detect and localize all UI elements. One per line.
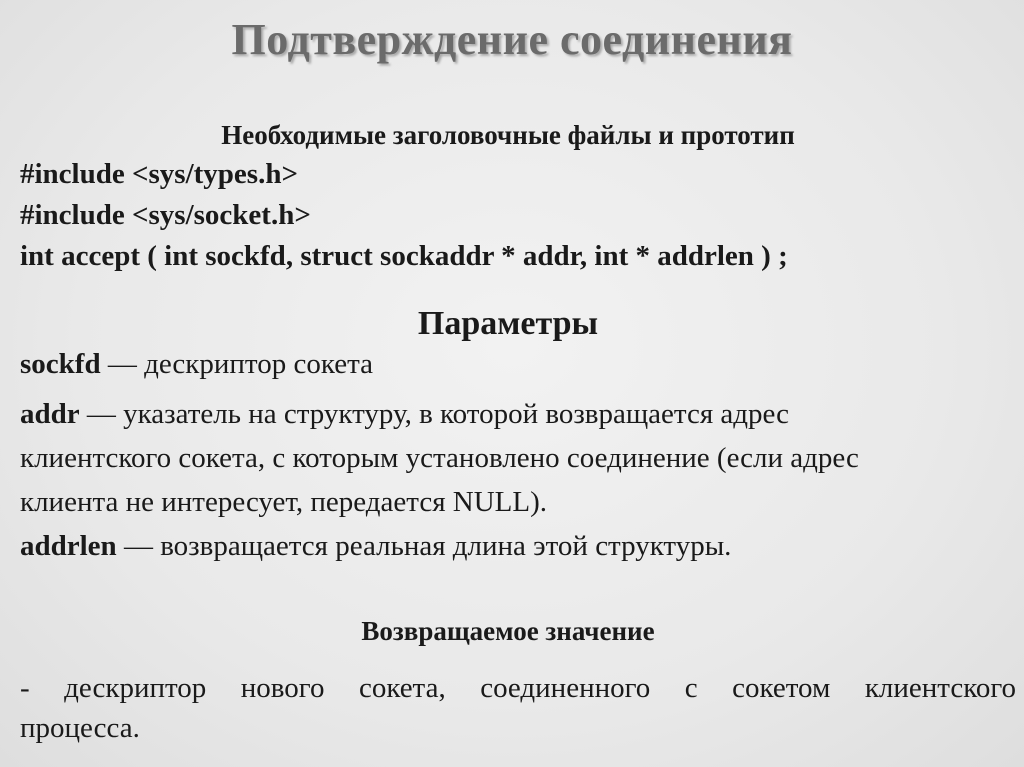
code-line-include-types: #include <sys/types.h> xyxy=(20,158,298,190)
param-addr xyxy=(20,392,940,524)
headers-heading: Необходимые заголовочные файлы и прототип xyxy=(221,120,795,150)
param-addrlen xyxy=(20,524,940,568)
return-line-1: - дескриптор нового сокета, соединенного с сокетом клиентского xyxy=(20,672,1016,704)
param-desc: — указатель на структуру, в которой возвращается адрес клиентского сокета, с которым установлено соединение (если адрес клиента не интересует, передается NULL). xyxy=(20,398,859,518)
param-term: sockfd xyxy=(20,348,101,380)
slide-title: Подтверждение соединения xyxy=(231,15,793,64)
param-term: addrlen xyxy=(20,530,117,562)
param-desc: — дескриптор сокета xyxy=(100,348,373,380)
param-sockfd xyxy=(20,342,940,386)
code-line-accept-prototype: int accept ( int sockfd, struct sockaddr * addr, int * addrlen ) ; xyxy=(20,240,788,272)
param-desc: — возвращается реальная длина этой структуры. xyxy=(116,530,732,562)
return-line-2: процесса. xyxy=(20,712,140,744)
param-term: addr xyxy=(20,398,80,430)
params-heading: Параметры xyxy=(417,305,599,342)
return-heading: Возвращаемое значение xyxy=(361,616,655,646)
code-line-include-socket: #include <sys/socket.h> xyxy=(20,199,311,231)
return-description xyxy=(20,668,1016,748)
